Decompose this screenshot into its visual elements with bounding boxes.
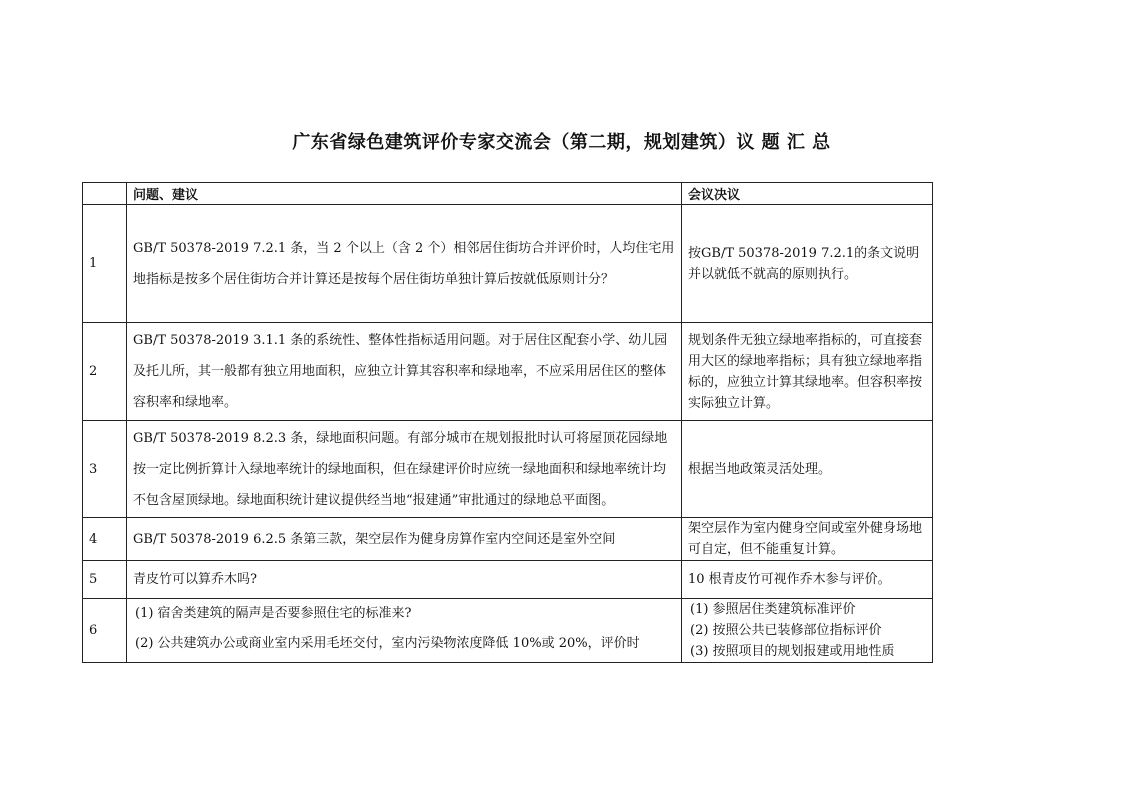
row-number: 4 [83,518,127,561]
row-number: 5 [83,561,127,599]
table-row [83,323,933,421]
row-decision [682,599,933,663]
row-question: GB/T 50378-2019 3.1.1 条的系统性、整体性指标适用问题。对于居住区配套小学、幼儿园及托儿所，其一般都有独立用地面积，应独立计算其容积率和绿地率，不应采用居住区的整体容积率和绿地率。 [127,323,682,421]
table-row [83,205,933,323]
row-decision: 根据当地政策灵活处理。 [682,421,933,518]
row-question: GB/T 50378-2019 8.2.3 条，绿地面积问题。有部分城市在规划报批时认可将屋顶花园绿地按一定比例折算计入绿地率统计的绿地面积，但在绿建评价时应统一绿地面积和绿地率统计均不包含屋顶绿地。绿地面积统计建议提供经当地“报建通”审批通过的绿地总平面图。 [127,421,682,518]
row-number: 2 [83,323,127,421]
question-item: (2) 公共建筑办公或商业室内采用毛坯交付，室内污染物浓度降低 10%或 20%，评价时 [135,636,640,651]
row-question: GB/T 50378-2019 6.2.5 条第三款，架空层作为健身房算作室内空间还是室外空间 [127,518,682,561]
header-question: 问题、建议 [127,183,682,205]
table-row [83,599,933,663]
page-title: 广东省绿色建筑评价专家交流会（第二期，规划建筑）议 题 汇 总 [292,132,831,153]
row-number: 3 [83,421,127,518]
header-decision: 会议决议 [682,183,933,205]
decision-item: (3) 按照项目的规划报建或用地性质 [690,644,895,659]
row-number: 6 [83,599,127,663]
row-decision: 按GB/T 50378-2019 7.2.1的条文说明并以就低不就高的原则执行。 [682,205,933,323]
table-row [83,561,933,599]
decision-item: (1) 参照居住类建筑标准评价 [690,602,856,617]
decision-item: (2) 按照公共已装修部位指标评价 [690,623,882,638]
header-num [83,183,127,205]
row-decision: 规划条件无独立绿地率指标的，可直接套用大区的绿地率指标；具有独立绿地率指标的，应独立计算其绿地率。但容积率按实际独立计算。 [682,323,933,421]
table-row [83,421,933,518]
issue-table [82,182,933,663]
row-decision: 10 根青皮竹可视作乔木参与评价。 [682,561,933,599]
row-number: 1 [83,205,127,323]
row-decision: 架空层作为室内健身空间或室外健身场地可自定，但不能重复计算。 [682,518,933,561]
row-question: 青皮竹可以算乔木吗? [127,561,682,599]
row-question [127,599,682,663]
question-item: (1) 宿舍类建筑的隔声是否要参照住宅的标准来? [135,606,412,621]
row-question: GB/T 50378-2019 7.2.1 条，当 2 个以上（含 2 个）相邻居住街坊合并评价时，人均住宅用地指标是按多个居住街坊合并计算还是按每个居住街坊单独计算后按就低原则计分？ [127,205,682,323]
table-row [83,518,933,561]
table-header-row [83,183,933,205]
